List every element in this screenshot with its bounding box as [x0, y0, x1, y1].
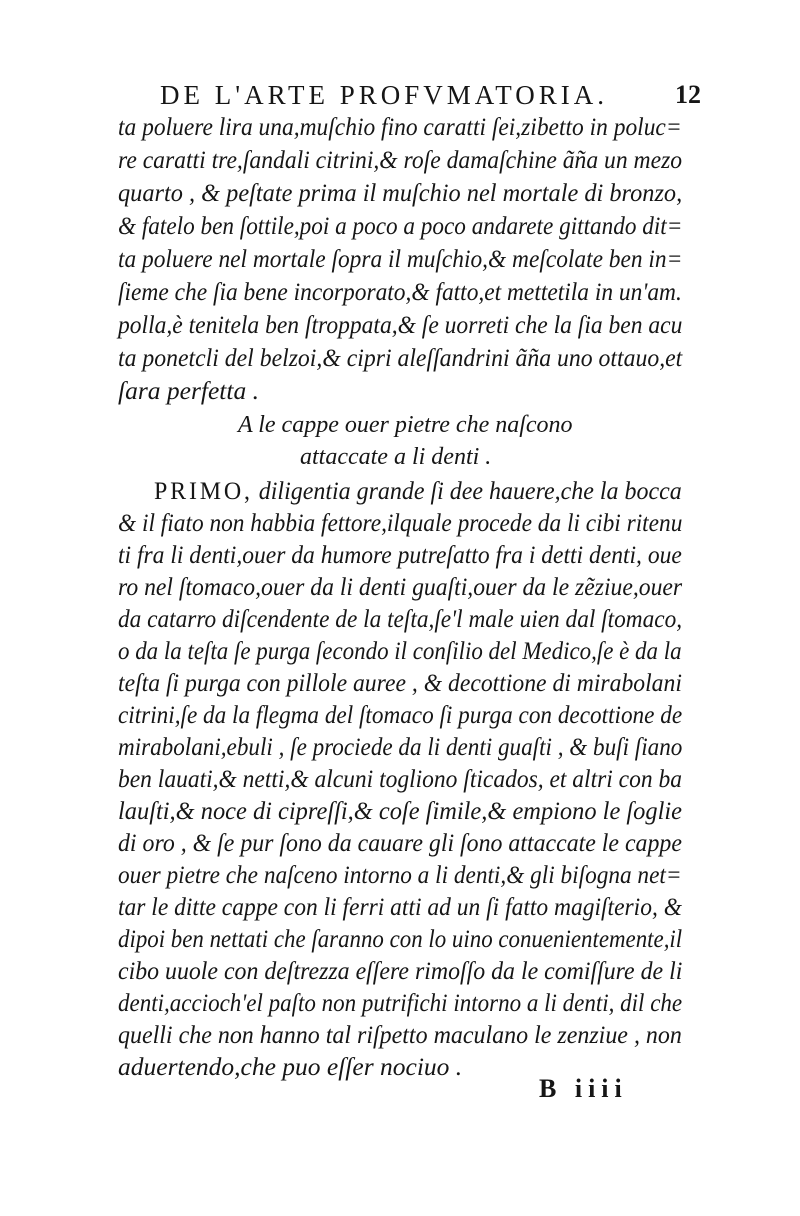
text-line: lauſti,& noce di cipreſſi,& coſe ſimile,& empiono le ſoglie	[118, 796, 683, 825]
text-line: o da la teſta ſe purga ſecondo il conſilio del Medico,ſe è da la	[118, 636, 682, 665]
text-line: & il fiato non habbia fettore,ilquale procede da li cibi ritenu	[118, 508, 683, 537]
text-line: aduertendo,che puo eſſer nociuo .	[118, 1052, 463, 1081]
text-line: ro nel ſtomaco,ouer da li denti guaſti,ouer da le zẽziue,ouer	[118, 572, 683, 601]
text-line: cibo uuole con deſtrezza eſſere rimoſſo da le comiſſure de li	[118, 956, 683, 985]
text-line: ta ponetcli del belzoi,& cipri aleſſandrini ãña uno ottauo,et	[118, 343, 683, 372]
heading-line: A le cappe ouer pietre che naſcono	[238, 412, 573, 438]
heading-line: attaccate a li denti .	[300, 444, 492, 470]
page-header	[130, 80, 700, 116]
text-line: & fatelo ben ſottile,poi a poco a poco andarete gittando dit=	[118, 211, 683, 240]
first-line-rest: diligentia grande ſi dee hauere,che la bocca	[252, 476, 682, 505]
text-line: di oro , & ſe pur ſono da cauare gli ſono attaccate le cappe	[118, 828, 682, 857]
text-line: dipoi ben nettati che ſaranno con lo uino conuenientemente,il	[118, 924, 683, 953]
text-line: tar le ditte cappe con li ferri atti ad un ſi fatto magiſterio, &	[118, 892, 682, 921]
text-line: ti fra li denti,ouer da humore putreſatto fra i detti denti, oue	[118, 540, 682, 569]
text-line: re caratti tre,ſandali citrini,& roſe damaſchine ãña un mezo	[118, 145, 683, 174]
page-number: 12	[675, 80, 701, 109]
initial-word: PRIMO,	[154, 476, 253, 505]
text-line: ſieme che ſia bene incorporato,& fatto,et mettetila in un'am.	[118, 277, 682, 306]
signature-mark: B iiii	[539, 1074, 628, 1103]
text-line: teſta ſi purga con pillole auree , & decottione di mirabolani	[118, 668, 682, 697]
text-line: ta poluere nel mortale ſopra il muſchio,& meſcolate ben in=	[118, 244, 683, 273]
text-line: quelli che non hanno tal riſpetto maculano le zenziue , non	[118, 1020, 682, 1049]
running-title: DE L'ARTE PROFVMATORIA.	[160, 80, 609, 110]
text-line: da catarro diſcendente de la teſta,ſe'l male uien dal ſtomaco,	[118, 604, 683, 633]
text-line	[154, 476, 682, 506]
text-line: ta poluere lira una,muſchio fino caratti ſei,zibetto in poluc=	[118, 112, 682, 141]
text-line: denti,accioch'el paſto non putrifichi intorno a li denti, dil che	[118, 988, 683, 1017]
text-line: citrini,ſe da la flegma del ſtomaco ſi purga con decottione de	[118, 700, 683, 729]
text-line: polla,è tenitela ben ſtroppata,& ſe uorreti che la ſia ben acu	[118, 310, 683, 339]
text-line: mirabolani,ebuli , ſe prociede da li denti guaſti , & buſi ſiano	[118, 732, 683, 761]
text-line: ſara perfetta .	[118, 376, 259, 405]
text-line: ben lauati,& netti,& alcuni togliono ſticados, et altri con ba	[118, 764, 682, 793]
text-line: quarto , & peſtate prima il muſchio nel mortale di bronzo,	[118, 178, 683, 207]
text-line: ouer pietre che naſceno intorno a li denti,& gli biſogna net=	[118, 860, 682, 889]
